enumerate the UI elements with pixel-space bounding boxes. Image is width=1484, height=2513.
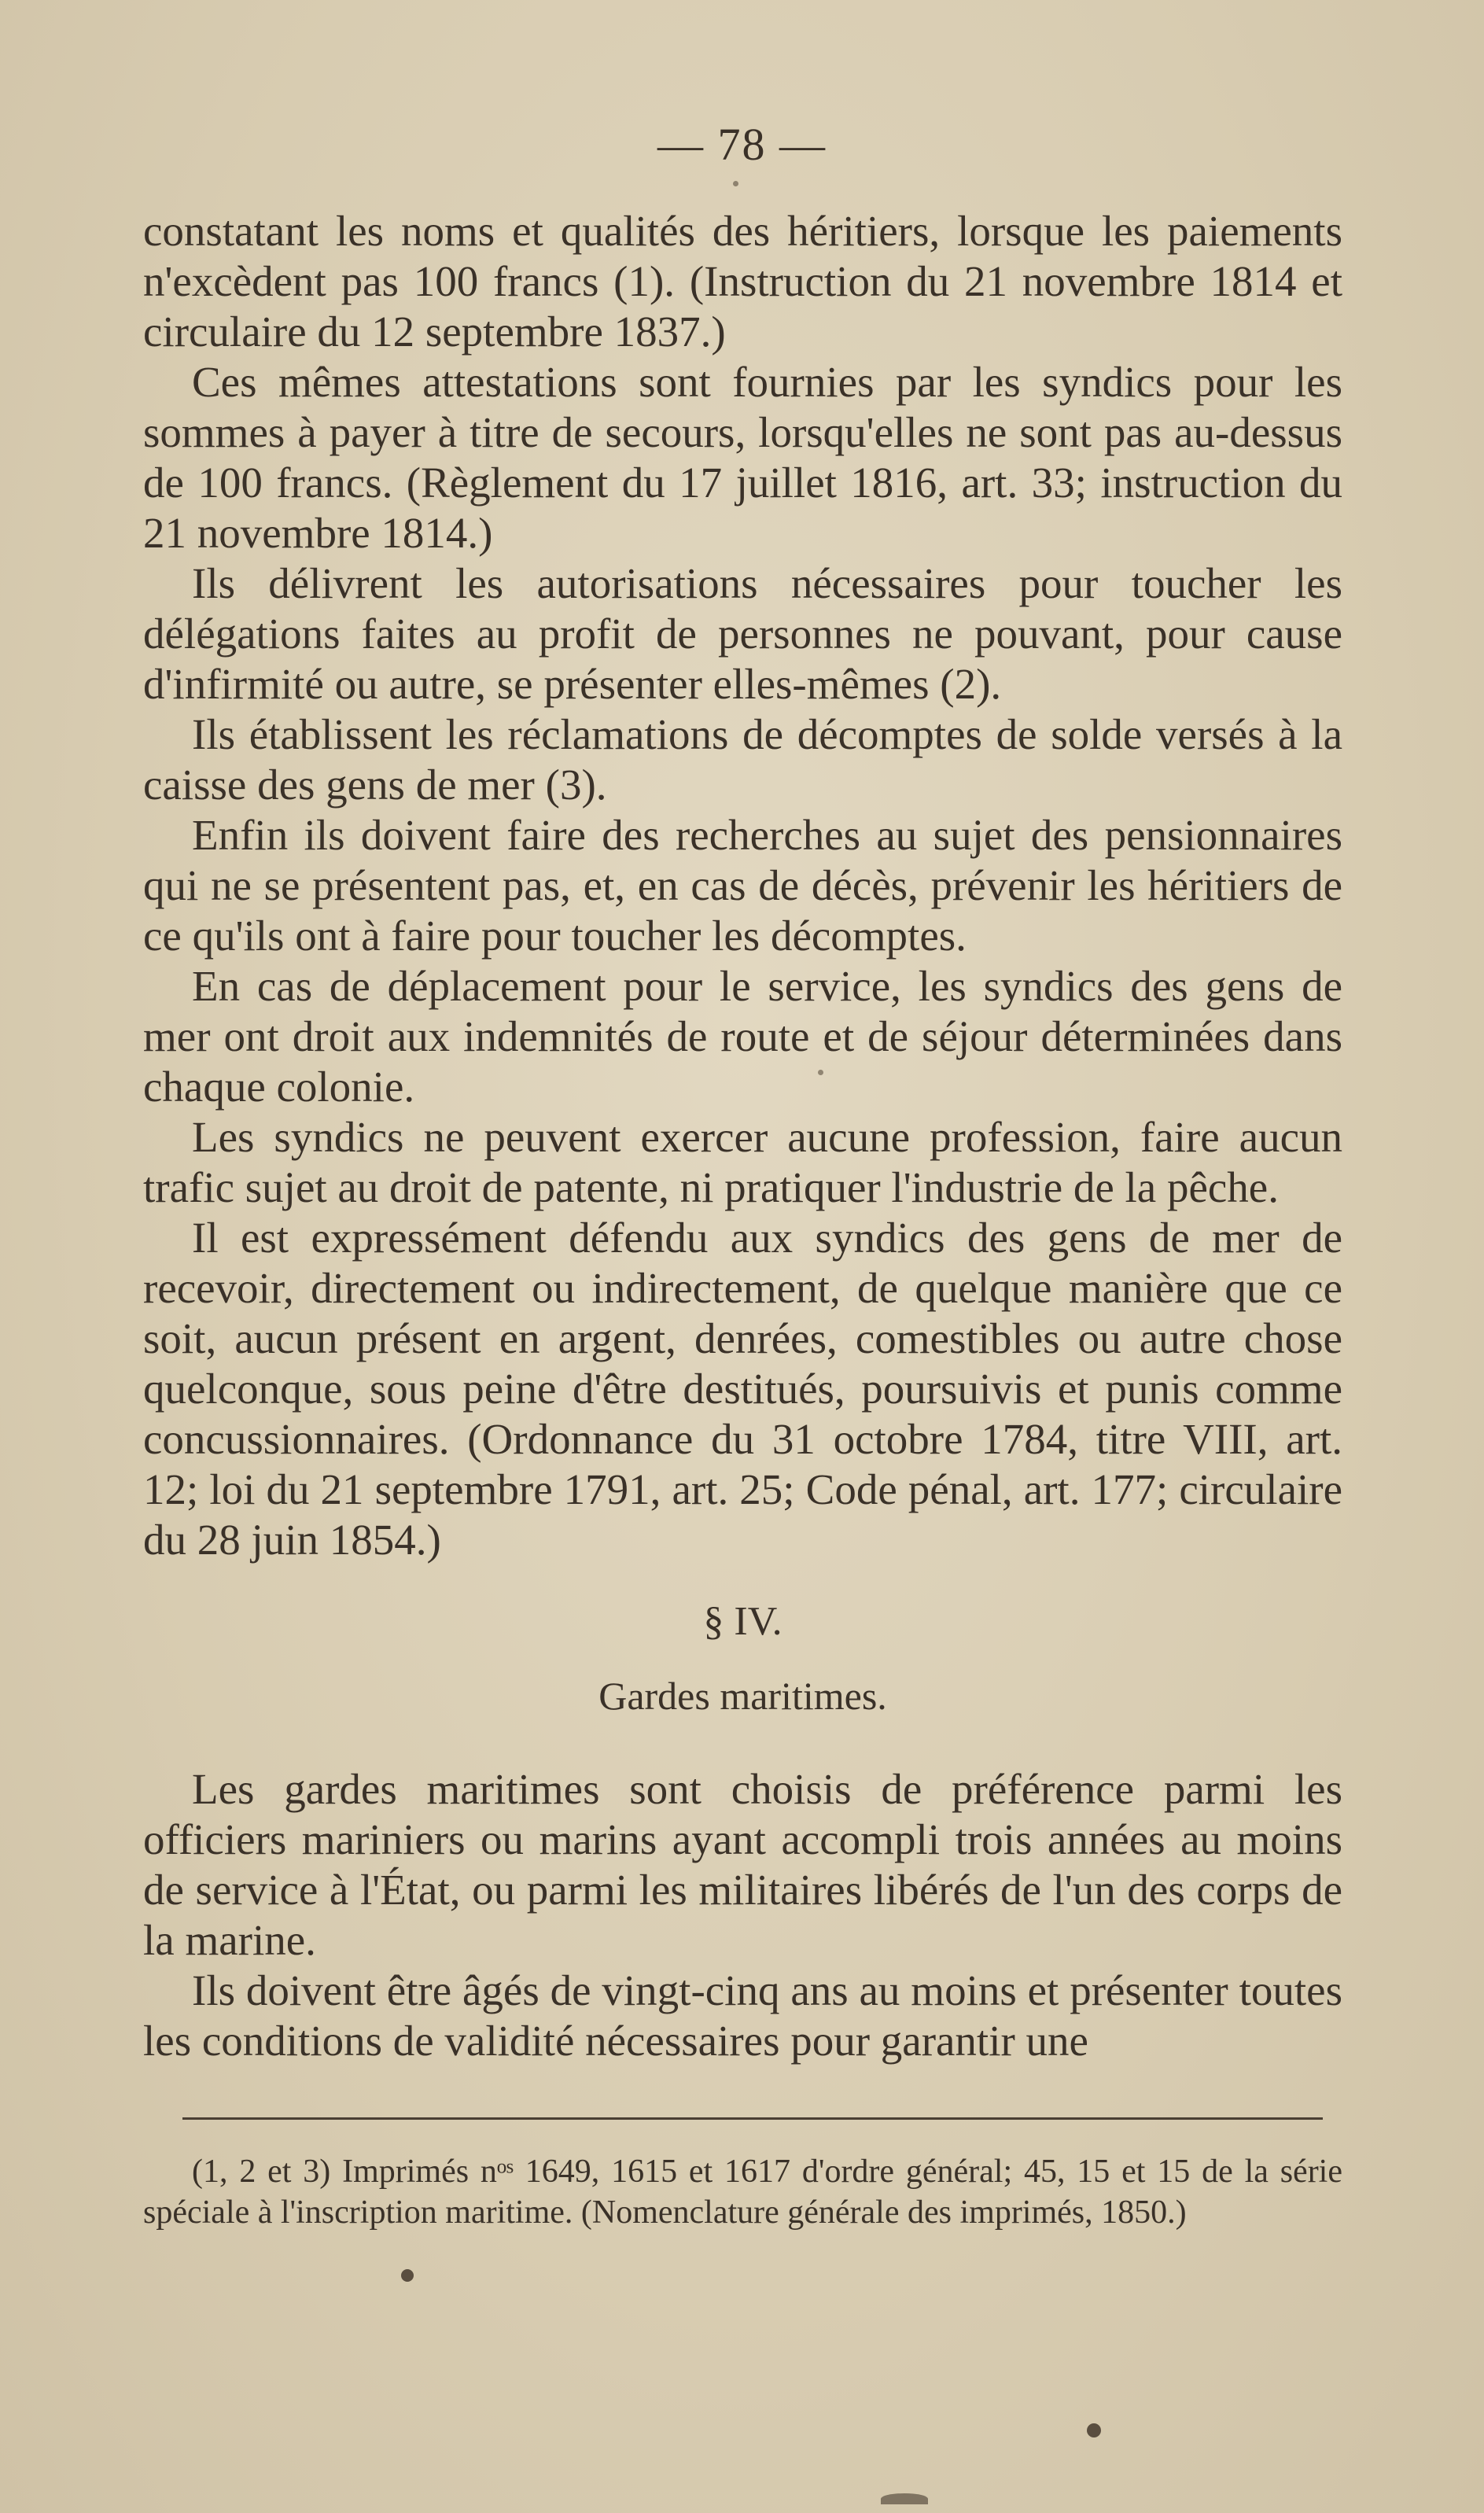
footnote: (1, 2 et 3) Imprimés nᵒˢ 1649, 1615 et 1617 d'ordre général; 45, 15 et 15 de la série spéciale à l'inscription maritime. (Nomenclature générale des imprimés, 1850.) bbox=[143, 2154, 1342, 2231]
body-text bbox=[143, 206, 1342, 2066]
ink-speck bbox=[733, 181, 738, 186]
paragraph: Ils établissent les réclamations de décomptes de solde versés à la caisse des gens de mer (3). bbox=[143, 710, 1342, 809]
paragraph: Il est expressément défendu aux syndics des gens de mer de recevoir, directement ou indirectement, de quelque manière que ce soit, aucun présent en argent, denrées, comestibles ou autre chose quelconque, sous peine d'être destitués, poursuivis et punis comme concussionnaires. (Ordonnance du 31 octobre 1784, titre VIII, art. 12; loi du 21 septembre 1791, art. 25; Code pénal, art. 177; circulaire du 28 juin 1854.) bbox=[143, 1214, 1342, 1564]
paragraph: Ils délivrent les autorisations nécessaires pour toucher les délégations faites au profit de personnes ne pouvant, pour cause d'infirmité ou autre, se présenter elles-mêmes (2). bbox=[143, 559, 1342, 708]
section-heading: § IV. bbox=[703, 1599, 783, 1644]
paragraph: Les syndics ne peuvent exercer aucune profession, faire aucun trafic sujet au droit de patente, ni pratiquer l'industrie de la pêche. bbox=[143, 1113, 1342, 1211]
paragraph: Ils doivent être âgés de vingt-cinq ans au moins et présenter toutes les conditions de validité nécessaires pour garantir une bbox=[143, 1966, 1342, 2065]
ink-speck bbox=[401, 2269, 414, 2282]
ink-speck bbox=[1087, 2423, 1101, 2437]
paragraph: Les gardes maritimes sont choisis de préférence parmi les officiers mariniers ou marins ayant accompli trois années au moins de service à l'État, ou parmi les militaires libérés de l'un des corps de la marine. bbox=[143, 1765, 1342, 1964]
footnote-divider bbox=[182, 2117, 1323, 2120]
paragraph: constatant les noms et qualités des héritiers, lorsque les paiements n'excèdent pas 100 francs (1). (Instruction du 21 novembre 1814 et circulaire du 12 septembre 1837.) bbox=[143, 207, 1342, 356]
page-number: — 78 — bbox=[657, 119, 827, 170]
paragraph: Ces mêmes attestations sont fournies par les syndics pour les sommes à payer à titre de secours, lorsqu'elles ne sont pas au-dessus de 100 francs. (Règlement du 17 juillet 1816, art. 33; instruction du 21 novembre 1814.) bbox=[143, 358, 1342, 557]
section-title: Gardes maritimes. bbox=[598, 1674, 887, 1718]
paragraph: En cas de déplacement pour le service, les syndics des gens de mer ont droit aux indemnités de route et de séjour déterminées dans chaque colonie. bbox=[143, 962, 1342, 1111]
ink-speck bbox=[818, 1070, 823, 1075]
paragraph: Enfin ils doivent faire des recherches au sujet des pensionnaires qui ne se présentent pas, et, en cas de décès, prévenir les héritiers de ce qu'ils ont à faire pour toucher les décomptes. bbox=[143, 811, 1342, 960]
ink-speck bbox=[881, 2493, 928, 2504]
